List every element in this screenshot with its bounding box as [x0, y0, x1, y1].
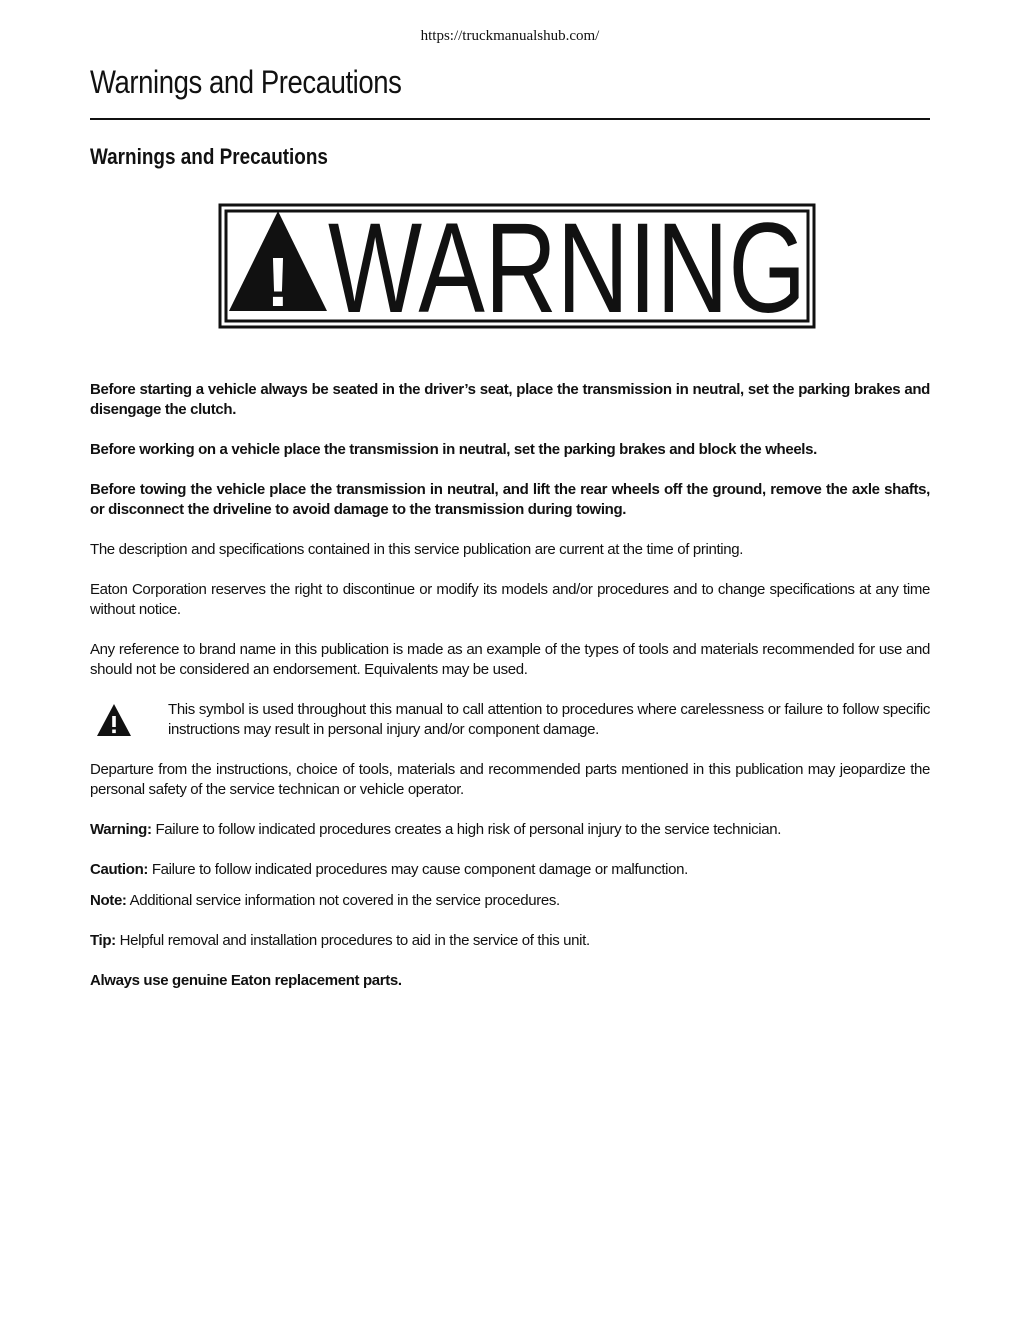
paragraph-starting-vehicle: Before starting a vehicle always be seated in the driver’s seat, place the transmission in neutral, set the parking brakes and disengage the clutch.: [90, 381, 930, 418]
genuine-parts-note: Always use genuine Eaton replacement parts.: [90, 972, 402, 989]
definition-note: [90, 891, 930, 911]
section-title: Warnings and Precautions: [90, 144, 328, 169]
note-label: Note:: [90, 892, 127, 909]
paragraph-towing-vehicle: Before towing the vehicle place the transmission in neutral, and lift the rear wheels off the ground, remove the axle shafts, or disconnect the driveline to avoid damage to the transmission during towing.: [90, 481, 930, 518]
definition-caution: [90, 860, 930, 880]
paragraph-working-vehicle: Before working on a vehicle place the transmission in neutral, set the parking brakes and block the wheels.: [90, 441, 817, 458]
warning-banner: [218, 197, 816, 340]
warning-label: Warning:: [90, 821, 152, 838]
caution-label: Caution:: [90, 861, 149, 878]
document-body: [90, 380, 930, 1011]
warning-exclamation: !: [266, 243, 290, 321]
tip-text: Helpful removal and installation procedures to aid in the service of this unit.: [115, 932, 590, 949]
paragraph-brand-names: Any reference to brand name in this publication is made as an example of the types of tools and materials recommended for use and should not be considered an endorsement. Equivalents may be used.: [90, 641, 930, 678]
symbol-explanation-text: This symbol is used throughout this manual to call attention to procedures where carelessness or failure to follow specific instructions may result in personal injury and/or component damage.: [168, 701, 930, 738]
warning-banner-text: WARNING: [328, 197, 806, 340]
warning-text: Failure to follow indicated procedures creates a high risk of personal injury to the service technician.: [151, 821, 782, 838]
definition-warning: [90, 820, 930, 840]
paragraph-rights: Eaton Corporation reserves the right to discontinue or modify its models and/or procedures and to change specifications at any time without notice.: [90, 581, 930, 618]
paragraph-departure: Departure from the instructions, choice of tools, materials and recommended parts mentioned in this publication may jeopardize the personal safety of the service technican or vehicle operator.: [90, 761, 930, 798]
warning-triangle-icon: [229, 211, 327, 321]
note-text: Additional service information not covered in the service procedures.: [126, 892, 560, 909]
definition-tip: [90, 931, 930, 951]
title-divider: [90, 118, 930, 120]
caution-text: Failure to follow indicated procedures may cause component damage or malfunction.: [148, 861, 688, 878]
symbol-explanation: [90, 700, 930, 740]
tip-label: Tip:: [90, 932, 116, 949]
source-url: https://truckmanualshub.com/: [420, 28, 600, 44]
caution-symbol-icon: [90, 702, 168, 738]
paragraph-specifications: The description and specifications contained in this service publication are current at the time of printing.: [90, 541, 744, 558]
page-title: Warnings and Precautions: [90, 64, 402, 100]
